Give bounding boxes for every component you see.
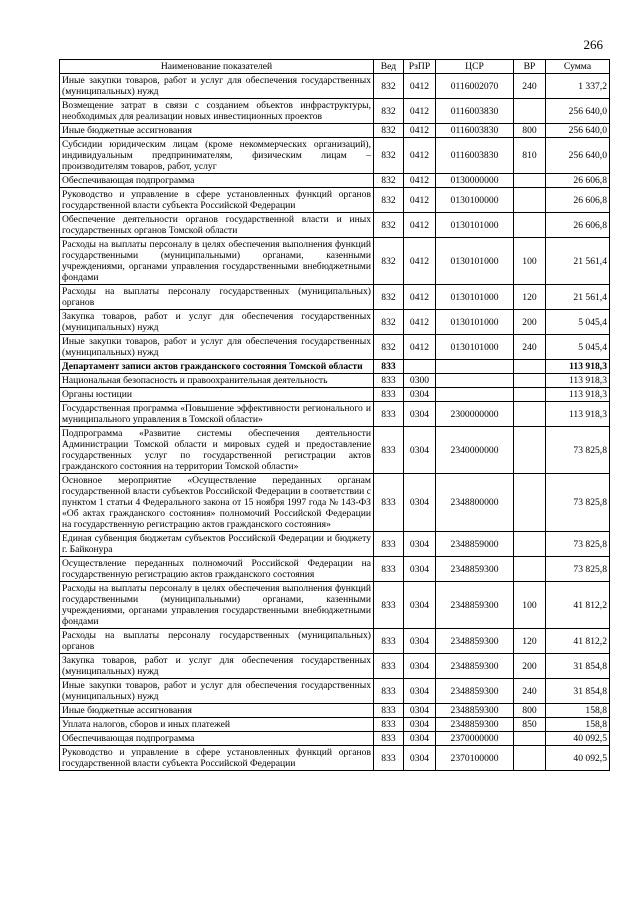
table-row (60, 374, 610, 388)
cell-name: Расходы на выплаты персоналу государственных (муниципальных) органов (60, 285, 374, 310)
cell-vr (514, 732, 546, 746)
cell-sum: 73 825,8 (546, 427, 610, 474)
cell-name: Расходы на выплаты персоналу в целях обеспечения выполнения функций государственными (муниципальными) органами, казенными учреждениями, органами управления государственными внебюджетными фондами (60, 582, 374, 629)
cell-vr: 100 (514, 582, 546, 629)
cell-vr (514, 374, 546, 388)
cell-csr: 2300000000 (436, 402, 514, 427)
cell-ved: 833 (374, 427, 404, 474)
table-row (60, 732, 610, 746)
page-number: 266 (583, 37, 603, 52)
cell-name: Уплата налогов, сборов и иных платежей (60, 718, 374, 732)
cell-sum: 26 606,8 (546, 188, 610, 213)
cell-ved: 833 (374, 704, 404, 718)
cell-csr: 0130100000 (436, 188, 514, 213)
cell-csr: 2348859300 (436, 557, 514, 582)
table-row (60, 238, 610, 285)
cell-sum: 31 854,8 (546, 679, 610, 704)
cell-csr: 2340000000 (436, 427, 514, 474)
cell-csr: 0130101000 (436, 310, 514, 335)
cell-vr: 200 (514, 310, 546, 335)
cell-rzpr: 0304 (404, 557, 436, 582)
cell-rzpr: 0412 (404, 188, 436, 213)
budget-table (59, 59, 610, 771)
cell-vr (514, 402, 546, 427)
cell-rzpr: 0304 (404, 746, 436, 771)
cell-name: Иные закупки товаров, работ и услуг для обеспечения государственных (муниципальных) нужд (60, 335, 374, 360)
cell-name: Подпрограмма «Развитие системы обеспечения деятельности Администрации Томской области и мировых судей и предоставление государственных услуг по государственной регистрации актов гражданского состояния на территории Томской области» (60, 427, 374, 474)
table-row (60, 704, 610, 718)
cell-vr (514, 174, 546, 188)
table-row (60, 557, 610, 582)
cell-vr (514, 427, 546, 474)
table-row (60, 679, 610, 704)
cell-ved: 832 (374, 188, 404, 213)
cell-csr: 2348859000 (436, 532, 514, 557)
cell-sum: 21 561,4 (546, 285, 610, 310)
cell-sum: 5 045,4 (546, 335, 610, 360)
cell-ved: 833 (374, 746, 404, 771)
cell-csr: 0130101000 (436, 335, 514, 360)
table-row (60, 310, 610, 335)
cell-csr: 0130101000 (436, 285, 514, 310)
cell-ved: 833 (374, 402, 404, 427)
cell-vr: 100 (514, 238, 546, 285)
cell-name: Обеспечивающая подпрограмма (60, 732, 374, 746)
table-row (60, 74, 610, 99)
cell-sum: 113 918,3 (546, 402, 610, 427)
cell-vr (514, 474, 546, 532)
cell-ved: 833 (374, 629, 404, 654)
cell-name: Возмещение затрат в связи с созданием объектов инфраструктуры, необходимых для реализации новых инвестиционных проектов (60, 99, 374, 124)
table-row (60, 582, 610, 629)
cell-sum: 40 092,5 (546, 732, 610, 746)
cell-ved: 832 (374, 310, 404, 335)
cell-rzpr: 0304 (404, 679, 436, 704)
cell-ved: 832 (374, 99, 404, 124)
cell-name: Закупка товаров, работ и услуг для обеспечения государственных (муниципальных) нужд (60, 654, 374, 679)
cell-csr: 0116003830 (436, 138, 514, 174)
cell-ved: 833 (374, 374, 404, 388)
cell-vr: 240 (514, 335, 546, 360)
cell-sum: 113 918,3 (546, 360, 610, 374)
cell-sum: 158,8 (546, 718, 610, 732)
cell-csr: 2370000000 (436, 732, 514, 746)
cell-csr: 2348859300 (436, 704, 514, 718)
cell-rzpr: 0304 (404, 732, 436, 746)
cell-rzpr: 0412 (404, 124, 436, 138)
header-rzpr: РзПР (404, 60, 436, 74)
table-row (60, 124, 610, 138)
cell-name: Обеспечение деятельности органов государственной власти и иных государственных органов Томской области (60, 213, 374, 238)
cell-sum: 256 640,0 (546, 99, 610, 124)
cell-name: Руководство и управление в сфере установленных функций органов государственной власти субъекта Российской Федерации (60, 746, 374, 771)
cell-rzpr: 0304 (404, 654, 436, 679)
cell-csr: 0130000000 (436, 174, 514, 188)
header-ved: Вед (374, 60, 404, 74)
table-row (60, 335, 610, 360)
cell-ved: 833 (374, 582, 404, 629)
cell-rzpr: 0304 (404, 402, 436, 427)
cell-ved: 833 (374, 532, 404, 557)
cell-ved: 832 (374, 74, 404, 99)
cell-vr: 240 (514, 679, 546, 704)
cell-ved: 833 (374, 360, 404, 374)
cell-rzpr: 0412 (404, 238, 436, 285)
cell-csr: 0116003830 (436, 99, 514, 124)
cell-ved: 832 (374, 174, 404, 188)
cell-csr: 0116003830 (436, 124, 514, 138)
cell-vr: 810 (514, 138, 546, 174)
cell-name: Иные бюджетные ассигнования (60, 704, 374, 718)
cell-ved: 832 (374, 335, 404, 360)
cell-csr (436, 388, 514, 402)
cell-sum: 113 918,3 (546, 388, 610, 402)
cell-sum: 31 854,8 (546, 654, 610, 679)
cell-ved: 832 (374, 213, 404, 238)
cell-rzpr (404, 360, 436, 374)
cell-vr (514, 557, 546, 582)
cell-vr (514, 746, 546, 771)
cell-csr: 2370100000 (436, 746, 514, 771)
cell-vr (514, 213, 546, 238)
table-header-row (60, 60, 610, 74)
cell-csr (436, 360, 514, 374)
table-row (60, 746, 610, 771)
cell-sum: 26 606,8 (546, 213, 610, 238)
cell-vr: 200 (514, 654, 546, 679)
table-row (60, 402, 610, 427)
cell-rzpr: 0304 (404, 718, 436, 732)
cell-name: Органы юстиции (60, 388, 374, 402)
cell-rzpr: 0412 (404, 310, 436, 335)
cell-rzpr: 0304 (404, 532, 436, 557)
cell-vr: 800 (514, 704, 546, 718)
cell-vr: 120 (514, 285, 546, 310)
cell-name: Руководство и управление в сфере установленных функций органов государственной власти субъекта Российской Федерации (60, 188, 374, 213)
cell-name: Основное мероприятие «Осуществление переданных органам государственной власти субъектов Российской Федерации в соответствии с пунктом 1 статьи 4 Федерального закона от 15 ноября 1997 года № 143-ФЗ «Об актах гражданского состояния» полномочий Российской Федерации на государственную регистрацию актов гражданского состояния» (60, 474, 374, 532)
table-row (60, 388, 610, 402)
cell-rzpr: 0304 (404, 388, 436, 402)
cell-rzpr: 0304 (404, 629, 436, 654)
cell-ved: 832 (374, 124, 404, 138)
cell-name: Национальная безопасность и правоохранительная деятельность (60, 374, 374, 388)
cell-rzpr: 0412 (404, 99, 436, 124)
cell-rzpr: 0412 (404, 174, 436, 188)
cell-vr (514, 532, 546, 557)
cell-name: Закупка товаров, работ и услуг для обеспечения государственных (муниципальных) нужд (60, 310, 374, 335)
cell-rzpr: 0412 (404, 138, 436, 174)
cell-vr: 850 (514, 718, 546, 732)
cell-sum: 73 825,8 (546, 474, 610, 532)
table-row (60, 474, 610, 532)
table-row (60, 138, 610, 174)
cell-name: Иные закупки товаров, работ и услуг для обеспечения государственных (муниципальных) нужд (60, 679, 374, 704)
cell-rzpr: 0304 (404, 474, 436, 532)
cell-sum: 26 606,8 (546, 174, 610, 188)
cell-csr: 0130101000 (436, 238, 514, 285)
cell-csr: 2348859300 (436, 679, 514, 704)
cell-csr (436, 374, 514, 388)
cell-name: Осуществление переданных полномочий Российской Федерации на государственную регистрацию актов гражданского состояния (60, 557, 374, 582)
cell-sum: 73 825,8 (546, 557, 610, 582)
table-row (60, 99, 610, 124)
cell-rzpr: 0300 (404, 374, 436, 388)
cell-sum: 256 640,0 (546, 124, 610, 138)
cell-ved: 833 (374, 654, 404, 679)
cell-name: Департамент записи актов гражданского состояния Томской области (60, 360, 374, 374)
cell-name: Единая субвенция бюджетам субъектов Российской Федерации и бюджету г. Байконура (60, 532, 374, 557)
cell-ved: 833 (374, 718, 404, 732)
cell-name: Обеспечивающая подпрограмма (60, 174, 374, 188)
cell-sum: 41 812,2 (546, 629, 610, 654)
table-row (60, 654, 610, 679)
cell-rzpr: 0412 (404, 213, 436, 238)
header-sum: Сумма (546, 60, 610, 74)
cell-vr: 240 (514, 74, 546, 99)
cell-rzpr: 0412 (404, 335, 436, 360)
cell-sum: 5 045,4 (546, 310, 610, 335)
header-csr: ЦСР (436, 60, 514, 74)
cell-csr: 2348859300 (436, 654, 514, 679)
cell-name: Субсидии юридическим лицам (кроме некоммерческих организаций), индивидуальным предпринимателям, физическим лицам – производителям товаров, работ, услуг (60, 138, 374, 174)
cell-csr: 2348800000 (436, 474, 514, 532)
cell-sum: 256 640,0 (546, 138, 610, 174)
cell-name: Расходы на выплаты персоналу в целях обеспечения выполнения функций государственными (муниципальными) органами, казенными учреждениями, органами управления государственными внебюджетными фондами (60, 238, 374, 285)
cell-rzpr: 0304 (404, 427, 436, 474)
cell-rzpr: 0412 (404, 74, 436, 99)
cell-sum: 41 812,2 (546, 582, 610, 629)
table-row (60, 427, 610, 474)
cell-csr: 2348859300 (436, 582, 514, 629)
cell-vr (514, 388, 546, 402)
cell-vr (514, 360, 546, 374)
cell-vr: 800 (514, 124, 546, 138)
cell-sum: 113 918,3 (546, 374, 610, 388)
cell-vr (514, 188, 546, 213)
cell-name: Иные бюджетные ассигнования (60, 124, 374, 138)
cell-rzpr: 0304 (404, 582, 436, 629)
cell-name: Иные закупки товаров, работ и услуг для обеспечения государственных (муниципальных) нужд (60, 74, 374, 99)
cell-name: Расходы на выплаты персоналу государственных (муниципальных) органов (60, 629, 374, 654)
cell-ved: 833 (374, 679, 404, 704)
cell-ved: 833 (374, 732, 404, 746)
table-row (60, 718, 610, 732)
cell-sum: 1 337,2 (546, 74, 610, 99)
cell-rzpr: 0304 (404, 704, 436, 718)
cell-csr: 0130101000 (436, 213, 514, 238)
header-name: Наименование показателей (60, 60, 374, 74)
cell-sum: 21 561,4 (546, 238, 610, 285)
table-row (60, 629, 610, 654)
cell-sum: 40 092,5 (546, 746, 610, 771)
table-row (60, 188, 610, 213)
cell-sum: 73 825,8 (546, 532, 610, 557)
cell-sum: 158,8 (546, 704, 610, 718)
table-row (60, 213, 610, 238)
cell-csr: 0116002070 (436, 74, 514, 99)
cell-vr: 120 (514, 629, 546, 654)
cell-ved: 833 (374, 557, 404, 582)
header-vr: ВР (514, 60, 546, 74)
cell-ved: 833 (374, 388, 404, 402)
cell-ved: 833 (374, 474, 404, 532)
cell-name: Государственная программа «Повышение эффективности регионального и муниципального управления в Томской области» (60, 402, 374, 427)
table-row (60, 360, 610, 374)
table-row (60, 532, 610, 557)
cell-vr (514, 99, 546, 124)
table-row (60, 285, 610, 310)
cell-csr: 2348859300 (436, 629, 514, 654)
cell-ved: 832 (374, 285, 404, 310)
cell-ved: 832 (374, 238, 404, 285)
cell-ved: 832 (374, 138, 404, 174)
cell-csr: 2348859300 (436, 718, 514, 732)
table-row (60, 174, 610, 188)
cell-rzpr: 0412 (404, 285, 436, 310)
